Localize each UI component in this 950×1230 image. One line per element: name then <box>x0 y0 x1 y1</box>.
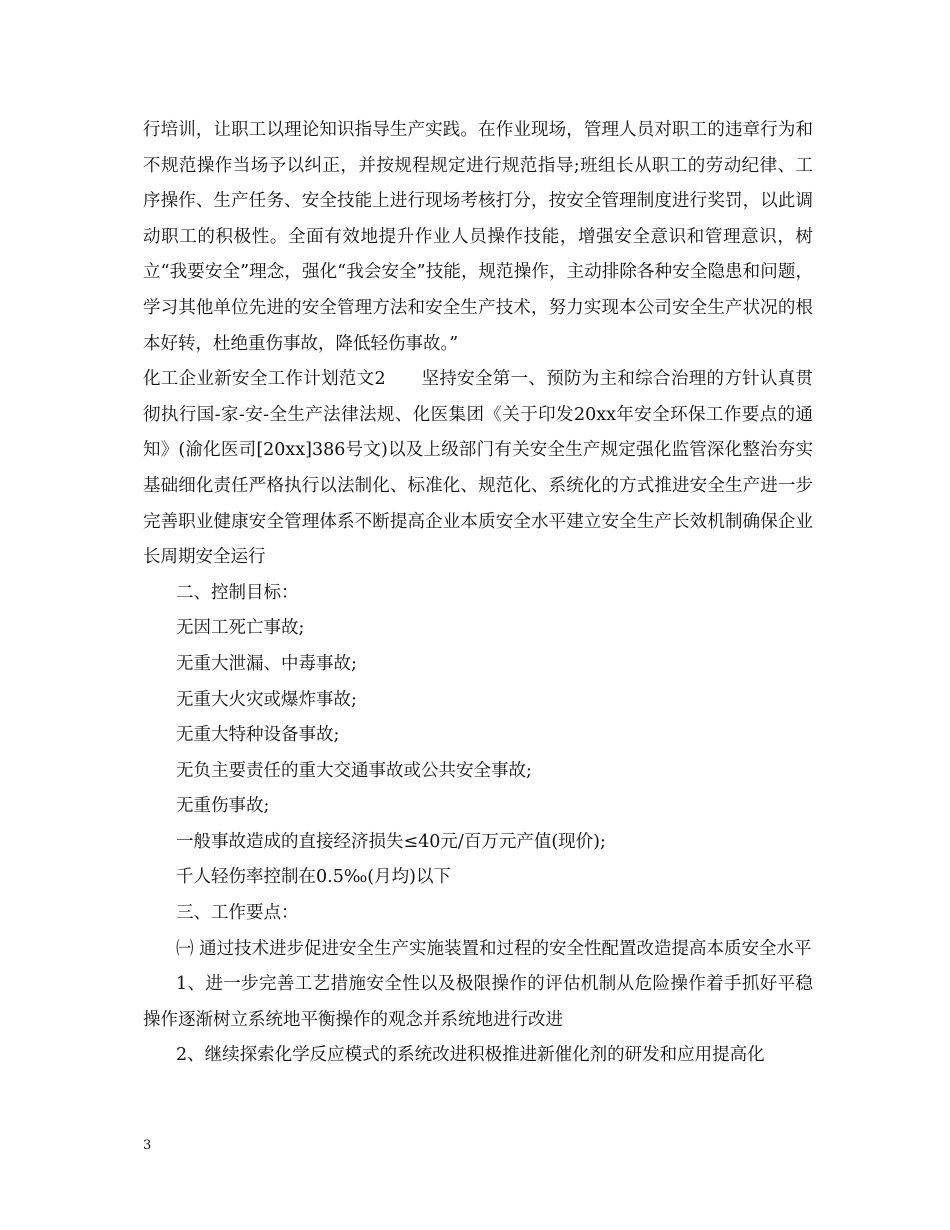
list-item: 无重大泄漏、中毒事故; <box>176 653 357 674</box>
list-item: 千人轻伤率控制在0.5‰(月均)以下 <box>176 867 451 888</box>
list-item: 无因工死亡事故; <box>176 618 305 639</box>
list-item: 无重大火灾或爆炸事故; <box>176 689 357 710</box>
list-item: 无重大特种设备事故; <box>176 725 340 746</box>
body-paragraph: 化工企业新安全工作计划范文2 坚持安全第一、预防为主和综合治理的方针认真贯彻执行国-家-安-全生产法律法规、化医集团《关于印发20xx年安全环保工作要点的通知》(渝化医司[20xx]386号文)以及上级部门有关安全生产规定强化监管深化整治夯实基础细化责任严格执行以法制化、标准化、规范化、系统化的方式推进安全生产进一步完善职业健康安全管理体系不断提高企业本质安全水平建立安全生产长效机制确保企业长周期安全运行 <box>143 369 813 568</box>
list-item: 一般事故造成的直接经济损失≤40元/百万元产值(现价); <box>176 831 606 852</box>
page-number: 3 <box>143 1138 152 1153</box>
list-item: 无负主要责任的重大交通事故或公共安全事故; <box>176 760 532 781</box>
body-paragraph: 行培训，让职工以理论知识指导生产实践。在作业现场，管理人员对职工的违章行为和不规范操作当场予以纠正，并按规程规定进行规范指导;班组长从职工的劳动纪律、工序操作、生产任务、安全技能上进行现场考核打分，按安全管理制度进行奖罚，以此调动职工的积极性。全面有效地提升作业人员操作技能，增强安全意识和管理意识，树立“我要安全”理念，强化“我会安全”技能，规范操作，主动排除各种安全隐患和问题，学习其他单位先进的安全管理方法和安全生产技术，努力实现本公司安全生产状况的根本好转，杜绝重伤事故，降低轻伤事故。” <box>143 120 813 354</box>
body-paragraph: 2、继续探索化学反应模式的系统改进积极推进新催化剂的研发和应用提高化 <box>176 1045 765 1066</box>
document-body <box>143 113 813 1074</box>
list-item: 无重伤事故; <box>176 796 270 817</box>
body-paragraph: 1、进一步完善工艺措施安全性以及极限操作的评估机制从危险操作着手抓好平稳操作逐渐树立系统地平衡操作的观念并系统地进行改进 <box>143 974 813 1030</box>
body-paragraph: ㈠ 通过技术进步促进安全生产实施装置和过程的安全性配置改造提高本质安全水平 <box>176 938 812 959</box>
section-heading: 三、工作要点： <box>176 903 299 924</box>
section-heading: 二、控制目标： <box>176 582 299 603</box>
